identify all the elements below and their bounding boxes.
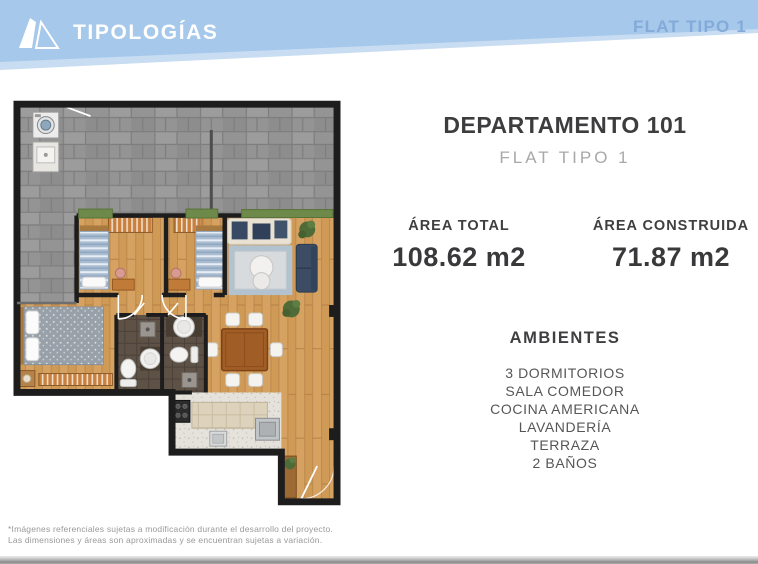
areas-row — [372, 218, 758, 273]
disclaimer-line: Las dimensiones y áreas son aproximadas y se encuentran sujetas a variación. — [8, 535, 323, 545]
laundry-area — [33, 112, 59, 172]
area-total-label: ÁREA TOTAL — [408, 218, 510, 234]
floor-plan-image — [12, 99, 342, 507]
area-construida-label: ÁREA CONSTRUIDA — [592, 218, 750, 234]
bottom-edge-bar — [0, 556, 758, 564]
apartment-subtitle: FLAT TIPO 1 — [499, 148, 631, 167]
terrace-divider — [210, 130, 213, 215]
apartment-title: DEPARTAMENTO 101 — [443, 112, 687, 138]
area-construida — [584, 218, 758, 273]
disclaimer — [8, 524, 333, 546]
area-total — [372, 218, 546, 273]
master-bedroom — [19, 307, 112, 387]
header-flat-label: FLAT TIPO 1 — [633, 17, 747, 36]
ambiente-item: COCINA AMERICANA — [490, 401, 640, 417]
ambientes-title: AMBIENTES — [509, 329, 621, 347]
info-panel — [372, 112, 758, 472]
ambiente-item: 3 DORMITORIOS — [505, 365, 625, 381]
ambiente-item: 2 BAÑOS — [532, 455, 598, 471]
area-construida-value: 71.87 m2 — [611, 242, 731, 272]
page-title: TIPOLOGÍAS — [73, 21, 219, 44]
brand — [16, 15, 219, 51]
sail-triangles-logo-icon — [16, 15, 60, 51]
ambientes-list — [372, 364, 758, 472]
ambiente-item: SALA COMEDOR — [505, 383, 625, 399]
ambiente-item: LAVANDERÍA — [518, 419, 612, 435]
disclaimer-line: *Imágenes referenciales sujetas a modificación durante el desarrollo del proyecto. — [8, 524, 333, 534]
ambiente-item: TERRAZA — [530, 437, 600, 453]
area-total-value: 108.62 m2 — [392, 242, 526, 272]
